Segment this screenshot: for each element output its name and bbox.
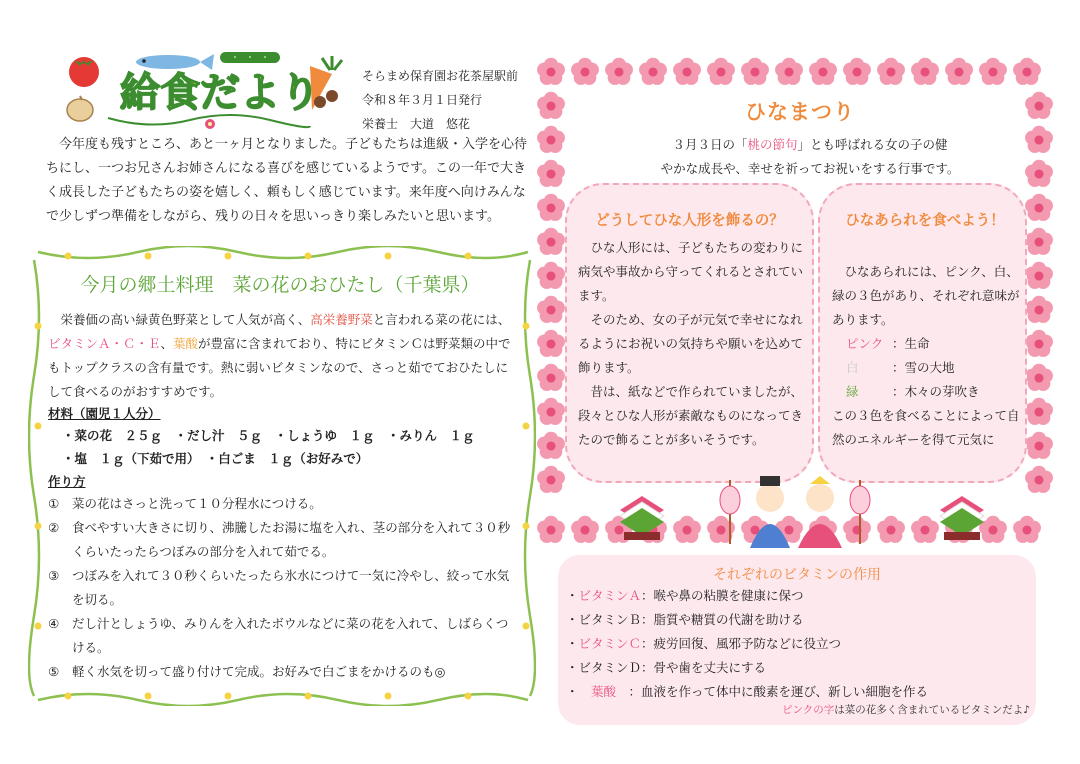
step-number: ⑤ <box>48 664 60 679</box>
hina-title: ひなまつり <box>745 100 855 124</box>
step-item <box>48 492 518 516</box>
vitamin-desc: ：脂質や糖質の代謝を助ける <box>641 612 804 627</box>
plum-blossom-icon <box>843 58 871 85</box>
plum-blossom-icon <box>1025 160 1053 187</box>
plum-blossom-icon <box>741 58 769 85</box>
plum-blossom-icon <box>537 516 565 543</box>
color-name: 緑 <box>846 384 872 399</box>
plum-blossom-icon <box>537 466 565 493</box>
hina-intro-1c: 」とも呼ばれる女の子の健 <box>797 137 948 152</box>
plum-blossom-icon <box>537 92 565 119</box>
plum-blossom-icon <box>1025 364 1053 391</box>
intro-paragraph: 今年度も残すところ、あと一ヶ月となりました。子どもたちは進級・入学を心待ちにし、一つお兄さんお姉さんになる喜びを感じているようです。この一年で大きく成長した子どもたちの姿を嬉しく、頼もしく感じています。来年度へ向けみんなで少しずつ準備をしながら、残りの日々を思いっきり楽しみたいと思います。 <box>46 137 528 224</box>
color-row <box>832 380 1020 404</box>
onion-icon <box>67 96 93 121</box>
plum-blossom-icon <box>537 364 565 391</box>
q2-paragraph: ひなあられには、ピンク、白、緑の３色があり、それぞれ意味があります。 <box>832 264 1020 327</box>
ingredients-line-1: ・菜の花 ２５ｇ ・だし汁 ５ｇ ・しょうゆ １ｇ ・みりん １ｇ <box>62 428 475 443</box>
vitamin-desc: ：喉や鼻の粘膜を健康に保つ <box>641 588 804 603</box>
plum-blossom-icon <box>911 58 939 85</box>
vitamin-name: ビタミンＡ <box>578 588 642 603</box>
hina-intro-1a: ３月３日の「 <box>672 137 748 152</box>
plum-blossom-icon <box>1025 330 1053 357</box>
plum-blossom-icon <box>979 58 1007 85</box>
step-text: 食べやすい大きさに切り、沸騰したお湯に塩を入れ、茎の部分を入れて３０秒くらいたったらつぼみの部分を入れて茹でる。 <box>72 520 511 559</box>
vitamin-row: ・ビタミンＢ：脂質や糖質の代謝を助ける <box>566 612 804 627</box>
plum-blossom-icon <box>707 58 735 85</box>
plum-blossom-icon <box>537 194 565 221</box>
plum-blossom-icon <box>537 126 565 153</box>
vitamin-name: ビタミンＣ <box>578 636 642 651</box>
plum-blossom-icon <box>1025 262 1053 289</box>
color-row <box>832 356 1020 380</box>
vitamin-list <box>566 584 1026 704</box>
step-text: 軽く水気を切って盛り付けて完成。お好みで白ごまをかけるのも◎ <box>72 664 446 679</box>
plum-blossom-icon <box>605 58 633 85</box>
vitamin-name: ビタミンＤ <box>578 660 642 675</box>
q1-body <box>578 236 803 452</box>
hina-intro <box>600 133 1020 181</box>
step-number: ③ <box>48 568 60 583</box>
ingredients-line-2: ・塩 １ｇ（下茹で用） ・白ごま １ｇ（お好みで） <box>62 451 369 466</box>
vitamin-name: ビタミンＢ <box>578 612 642 627</box>
plum-blossom-icon <box>673 58 701 85</box>
step-item <box>48 612 518 660</box>
plum-blossom-icon <box>945 58 973 85</box>
dish-text-2: と言われる菜の花には、 <box>372 312 511 327</box>
plum-blossom-icon <box>1025 432 1053 459</box>
plum-blossom-icon <box>1025 466 1053 493</box>
hina-intro-1b: 桃の節句 <box>747 137 798 152</box>
hina-dolls-illustration <box>610 470 1010 550</box>
plum-blossom-icon <box>1025 92 1053 119</box>
steps-heading: 作り方 <box>48 474 86 489</box>
issue-date: 令和８年３月１日発行 <box>362 93 483 107</box>
plum-blossom-icon <box>537 228 565 255</box>
vitamin-row: ・ビタミンＣ：疲労回復、風邪予防などに役立つ <box>566 636 842 651</box>
plum-blossom-icon <box>1013 58 1041 85</box>
plum-blossom-icon <box>571 516 599 543</box>
q1-paragraph: ひな人形には、子どもたちの変わりに病気や事故から守ってくれるとされています。 <box>578 240 804 303</box>
fish-icon <box>136 54 214 70</box>
plum-blossom-icon <box>1025 398 1053 425</box>
materials-heading: 材料（園児１人分） <box>48 406 161 421</box>
color-meaning: ：雪の大地 <box>892 360 955 375</box>
author-name: 栄養士 大道 悠花 <box>362 117 471 131</box>
step-text: つぼみを入れて３０秒くらいたったら氷水につけて一気に冷やし、絞って水気を切る。 <box>72 568 510 607</box>
dish-text-3: が豊富に含まれており、特にビタミンＣは野菜類の中でもトップクラスの含有量です。熱に弱いビタミンなので、さっと茹でておひたしにして食べるのがおすすめです。 <box>48 336 511 399</box>
step-item <box>48 516 518 564</box>
step-text: 菜の花はさっと洗って１０分程水につける。 <box>72 496 322 511</box>
lantern-icon <box>850 480 870 544</box>
plum-blossom-icon <box>537 330 565 357</box>
plum-blossom-icon <box>537 398 565 425</box>
vitamin-desc: ：骨や歯を丈夫にする <box>641 660 767 675</box>
dish-text-1: 栄養価の高い緑黄色野菜として人気が高く、 <box>60 312 311 327</box>
dish-folate: 葉酸 <box>173 336 199 351</box>
plum-blossom-icon <box>537 262 565 289</box>
school-name: そらまめ保育園お花茶屋駅前 <box>362 69 519 83</box>
plum-blossom-icon <box>1025 228 1053 255</box>
color-meaning: ：生命 <box>892 336 930 351</box>
step-item <box>48 564 518 612</box>
logo-text: 給食だより <box>120 70 320 116</box>
lantern-icon <box>720 480 740 544</box>
step-number: ④ <box>48 616 60 631</box>
q2-paragraph: この３色を食べることによって自然のエネルギーを得て元気に <box>832 408 1020 447</box>
plum-blossom-icon <box>809 58 837 85</box>
plum-blossom-icon <box>1025 296 1053 323</box>
ohina-sama-icon <box>798 476 842 548</box>
newsletter-logo <box>60 48 360 136</box>
dish-highlight: 高栄養野菜 <box>310 312 373 327</box>
vitamin-desc: ：疲労回復、風邪予防などに役立つ <box>641 636 842 651</box>
step-text: だし汁としょうゆ、みりんを入れたボウルなどに菜の花を入れて、しばらくつける。 <box>72 616 509 655</box>
plum-blossom-icon <box>537 160 565 187</box>
q2-body <box>832 260 1020 452</box>
color-meaning: ：木々の芽吹き <box>892 384 980 399</box>
plum-blossom-icon <box>537 432 565 459</box>
vitamin-row: ・ 葉酸 ：血液を作って体中に酸素を運び、新しい細胞を作る <box>566 684 929 699</box>
step-number: ② <box>48 520 60 535</box>
step-number: ① <box>48 496 60 511</box>
q1-title: どうしてひな人形を飾るの？ <box>595 213 784 229</box>
vitamin-desc: ：血液を作って体中に酸素を運び、新しい細胞を作る <box>628 684 929 699</box>
plum-blossom-icon <box>571 58 599 85</box>
dish-title: 今月の郷土料理 菜の花のおひたし（千葉県） <box>80 274 480 296</box>
hina-intro-2: やかな成長や、幸せを祈ってお祝いをする行事です。 <box>660 161 960 176</box>
plum-blossom-icon <box>1013 516 1041 543</box>
hishimochi-icon <box>940 496 984 540</box>
q1-paragraph: 昔は、紙などで作られていましたが、段々とひな人形が素敵なものになってきたので飾ることが多いそうです。 <box>578 384 804 447</box>
cucumber-icon <box>220 52 280 63</box>
color-row <box>832 332 1020 356</box>
odairi-sama-icon <box>750 476 790 548</box>
flower-icon <box>205 119 215 129</box>
plum-blossom-icon <box>775 58 803 85</box>
vitamin-row: ・ビタミンＡ：喉や鼻の粘膜を健康に保つ <box>566 588 804 603</box>
vitamin-name: 葉酸 <box>578 684 629 699</box>
dish-comma: 、 <box>160 336 174 351</box>
vitamin-note <box>730 702 1030 717</box>
plum-blossom-icon <box>877 58 905 85</box>
vitamin-note-rest: は菜の花多く含まれているビタミンだよ♪ <box>834 704 1030 716</box>
plum-blossom-icon <box>1025 194 1053 221</box>
vitamin-note-pink: ピンクの字 <box>782 704 835 716</box>
plum-blossom-icon <box>537 58 565 85</box>
plum-blossom-icon <box>537 296 565 323</box>
dish-description <box>48 308 518 404</box>
tomato-icon <box>69 57 99 87</box>
vitamin-row: ・ビタミンＤ：骨や歯を丈夫にする <box>566 660 767 675</box>
step-item <box>48 660 518 684</box>
dish-vitamins: ビタミンＡ・Ｃ・Ｅ <box>48 336 161 351</box>
color-name: 白 <box>846 360 872 375</box>
plum-blossom-icon <box>1025 126 1053 153</box>
q1-paragraph: そのため、女の子が元気で幸せになれるようにお祝いの気持ちや願いを込めて飾ります。 <box>578 312 804 375</box>
plum-blossom-icon <box>639 58 667 85</box>
q2-title: ひなあられを食べよう！ <box>845 213 1005 229</box>
vitamin-title: それぞれのビタミンの作用 <box>713 567 881 583</box>
hishimochi-icon <box>620 496 664 540</box>
color-name: ピンク <box>846 336 884 351</box>
